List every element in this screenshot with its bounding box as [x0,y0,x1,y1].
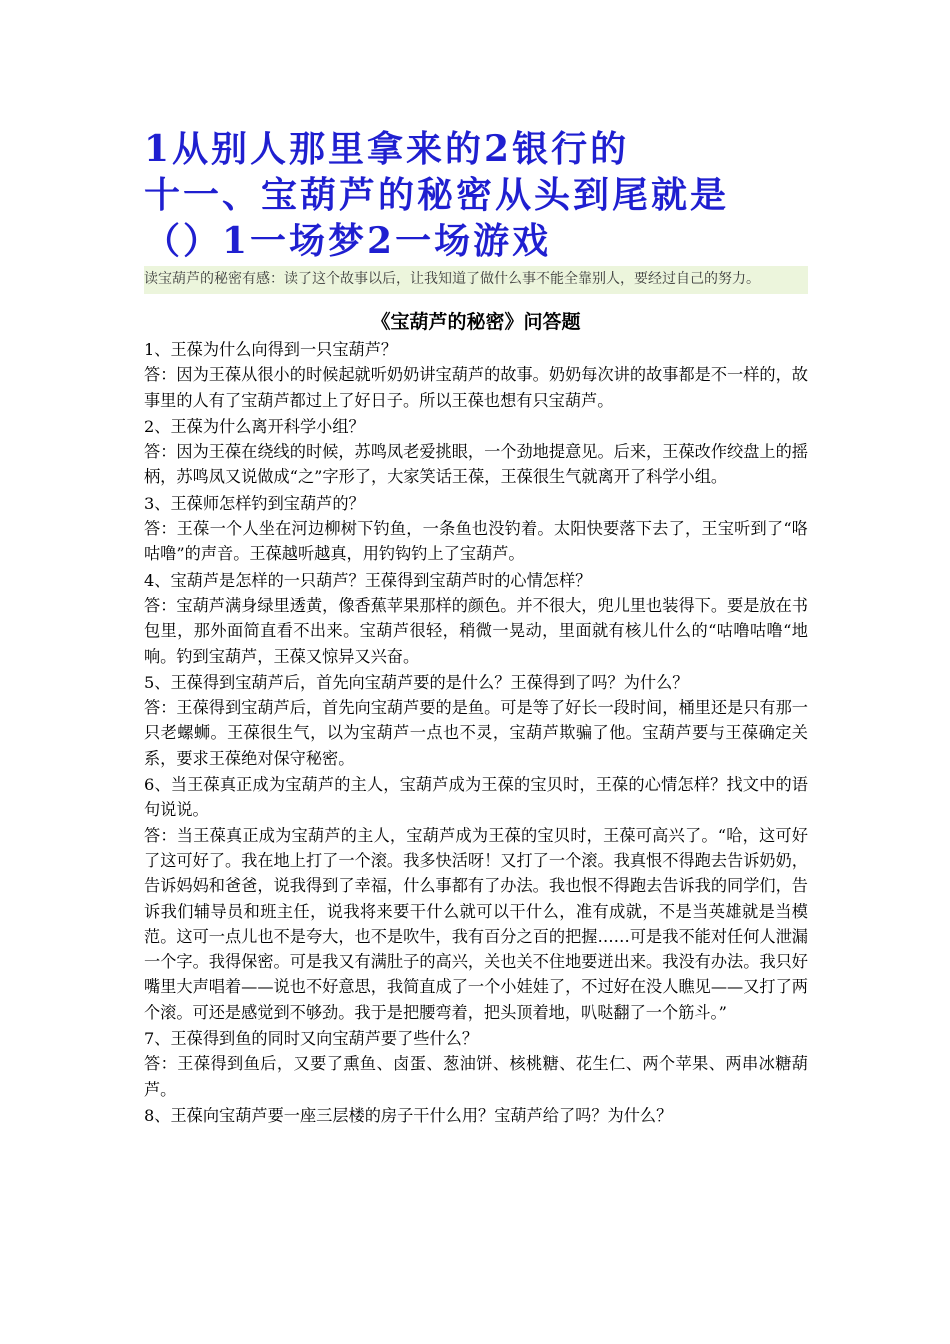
qa-list [144,337,808,1128]
question-6: 6、当王葆真正成为宝葫芦的主人，宝葫芦成为王葆的宝贝时，王葆的心情怎样？找文中的语句说说。 [144,775,808,820]
reading-feeling-box: 读宝葫芦的秘密有感：读了这个故事以后，让我知道了做什么事不能全靠别人，要经过自己的努力。 [144,266,808,294]
headline-line-1: 1从别人那里拿来的2银行的 [144,128,630,170]
answer-4: 答：宝葫芦满身绿里透黄，像香蕉苹果那样的颜色。并不很大，兜儿里也装得下。要是放在书包里，那外面简直看不出来。宝葫芦很轻，稍微一晃动，里面就有核儿什么的“咕噜咕噜“地响。钓到宝葫芦，王葆又惊异又兴奋。 [144,595,808,666]
answer-3: 答：王葆一个人坐在河边柳树下钓鱼，一条鱼也没钓着。太阳快要落下去了，王宝听到了“咯咕噜”的声音。王葆越听越真，用钓钩钓上了宝葫芦。 [144,519,808,564]
answer-1: 答：因为王葆从很小的时候起就听奶奶讲宝葫芦的故事。奶奶每次讲的故事都是不一样的，故事里的人有了宝葫芦都过上了好日子。所以王葆也想有只宝葫芦。 [144,365,808,410]
question-5: 5、王葆得到宝葫芦后，首先向宝葫芦要的是什么？王葆得到了吗？为什么？ [144,672,689,692]
answer-7: 答：王葆得到鱼后，又要了熏鱼、卤蛋、葱油饼、核桃糖、花生仁、两个苹果、两串冰糖葫芦。 [144,1054,808,1099]
headline-line-3: （）1一场梦2一场游戏 [144,220,552,262]
question-7: 7、王葆得到鱼的同时又向宝葫芦要了些什么？ [144,1029,479,1049]
document-page [144,126,808,1128]
headline-line-2: 十一、宝葫芦的秘密从头到尾就是 [144,174,730,216]
question-8: 8、王葆向宝葫芦要一座三层楼的房子干什么用？宝葫芦给了吗？为什么？ [144,1105,673,1125]
qa-section-title: 《宝葫芦的秘密》问答题 [371,311,581,333]
question-3: 3、王葆师怎样钓到宝葫芦的？ [144,493,365,513]
question-2: 2、王葆为什么离开科学小组？ [144,416,365,436]
answer-2: 答：因为王葆在绕线的时候，苏鸣凤老爱挑眼，一个劲地提意见。后来，王葆改作绞盘上的摇柄，苏鸣凤又说做成“之”字形了，大家笑话王葆，王葆很生气就离开了科学小组。 [144,442,808,487]
question-1: 1、王葆为什么向得到一只宝葫芦？ [144,340,398,359]
answer-6: 答：当王葆真正成为宝葫芦的主人，宝葫芦成为王葆的宝贝时，王葆可高兴了。“哈，这可好了这可好了。我在地上打了一个滚。我多快活呀！又打了一个滚。我真恨不得跑去告诉奶奶，告诉妈妈和爸爸，说我得到了幸福，什么事都有了办法。我也恨不得跑去告诉我的同学们，告诉我们辅导员和班主任，说我将来要干什么就可以干什么，准有成就，不是当英雄就是当模范。这可一点儿也不是夸大，也不是吹牛，我有百分之百的把握……可是我不能对任何人泄漏一个字。我得保密。可是我又有满肚子的高兴，关也关不住地要迸出来。我没有办法。我只好嘴里大声唱着——说也不好意思，我简直成了一个小娃娃了，不过好在没人瞧见——又打了两个滚。可还是感觉到不够劲。我于是把腰弯着，把头顶着地，叭哒翻了一个筋斗。” [144,825,808,1022]
answer-5: 答：王葆得到宝葫芦后，首先向宝葫芦要的是鱼。可是等了好长一段时间，桶里还是只有那一只老螺蛳。王葆很生气，以为宝葫芦一点也不灵，宝葫芦欺骗了他。宝葫芦要与王葆确定关系，要求王葆绝对保守秘密。 [144,698,808,768]
question-4: 4、宝葫芦是怎样的一只葫芦？王葆得到宝葫芦时的心情怎样？ [144,570,592,590]
